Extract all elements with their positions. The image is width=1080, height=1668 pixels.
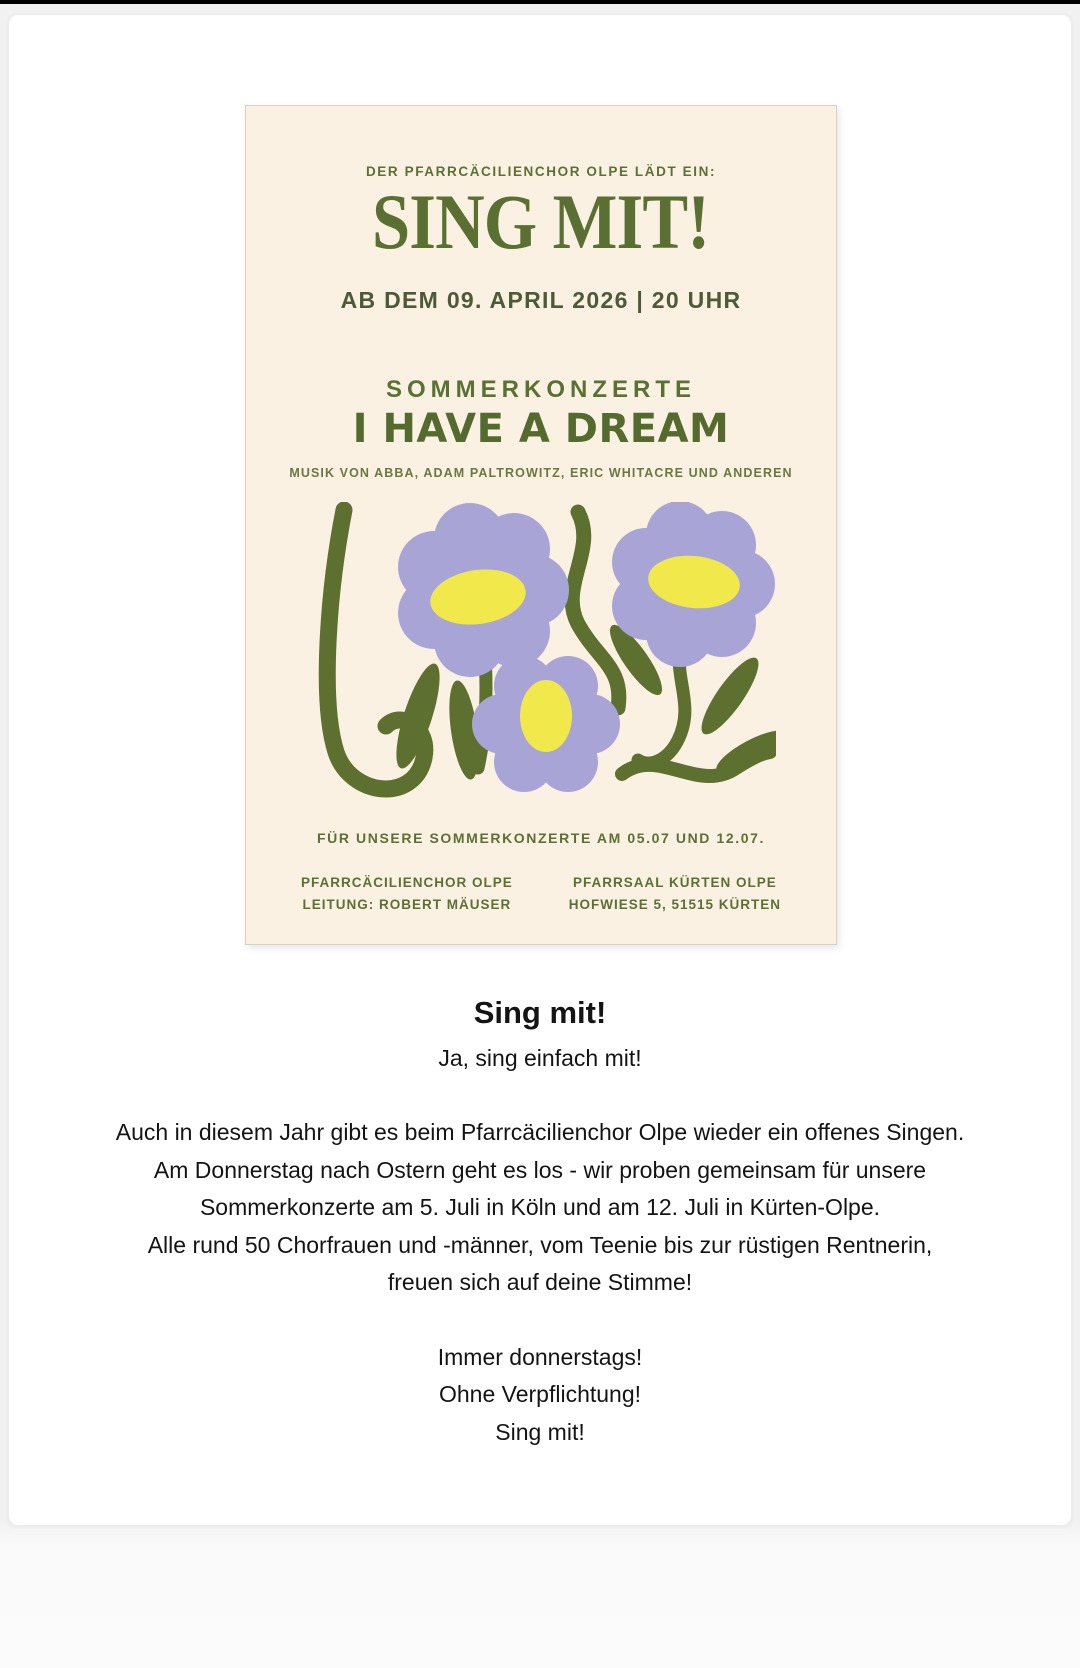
body-heading: Sing mit! [473, 995, 607, 1030]
closing-line: Ohne Verpflichtung! [438, 1381, 642, 1407]
poster-concert-dates-line: FÜR UNSERE SOMMERKONZERTE AM 05.07 UND 12.07. [317, 830, 765, 846]
paragraph-line: Am Donnerstag nach Ostern geht es los - wir proben gemeinsam für unsere [153, 1156, 927, 1183]
body-closing [9, 1339, 1071, 1452]
poster-date-line: AB DEM 09. APRIL 2026 | 20 UHR [340, 287, 742, 313]
body-subheading: Ja, sing einfach mit! [438, 1045, 642, 1071]
poster-title-wrap [349, 178, 732, 265]
body-paragraph [9, 1114, 1071, 1302]
paragraph-line: Sommerkonzerte am 5. Juli in Köln und am 12. Juli in Kürten-Olpe. [199, 1194, 881, 1220]
document-card [8, 14, 1072, 1526]
body-text-block [9, 995, 1071, 1451]
poster-subtitle-i-have-a-dream: I HAVE A DREAM [352, 406, 730, 452]
poster-footer-venue-name: PFARRSAAL KÜRTEN OLPE [572, 875, 777, 890]
poster-footer-choir-leader: LEITUNG: ROBERT MÄUSER [302, 896, 512, 912]
paragraph-line: Alle rund 50 Chorfrauen und -männer, vom Teenie bis zur rüstigen Rentnerin, [147, 1231, 933, 1258]
paragraph-line: Auch in diesem Jahr gibt es beim Pfarrcäcilienchor Olpe wieder ein offenes Singen. [115, 1119, 965, 1145]
poster-footer-venue-address: HOFWIESE 5, 51515 KÜRTEN [568, 896, 782, 912]
poster-footer-choir [301, 872, 513, 915]
poster-footer-choir-name: PFARRCÄCILIENCHOR OLPE [300, 875, 513, 890]
concert-poster [245, 105, 837, 945]
poster-title: SING MIT! [372, 178, 710, 265]
poster-music-line: MUSIK VON ABBA, ADAM PALTROWITZ, ERIC WHITACRE UND ANDEREN [289, 466, 793, 480]
top-bar [0, 0, 1080, 4]
poster-subtitle-sommerkonzerte: SOMMERKONZERTE [386, 376, 696, 403]
closing-line: Immer donnerstags! [437, 1343, 643, 1370]
flowers-illustration [306, 502, 776, 808]
poster-footer [246, 872, 836, 915]
paragraph-line: freuen sich auf deine Stimme! [387, 1269, 693, 1295]
poster-footer-venue [569, 872, 781, 915]
poster-invite-line: DER PFARRCÄCILIENCHOR OLPE LÄDT EIN: [365, 164, 717, 179]
closing-line: Sing mit! [495, 1418, 585, 1445]
